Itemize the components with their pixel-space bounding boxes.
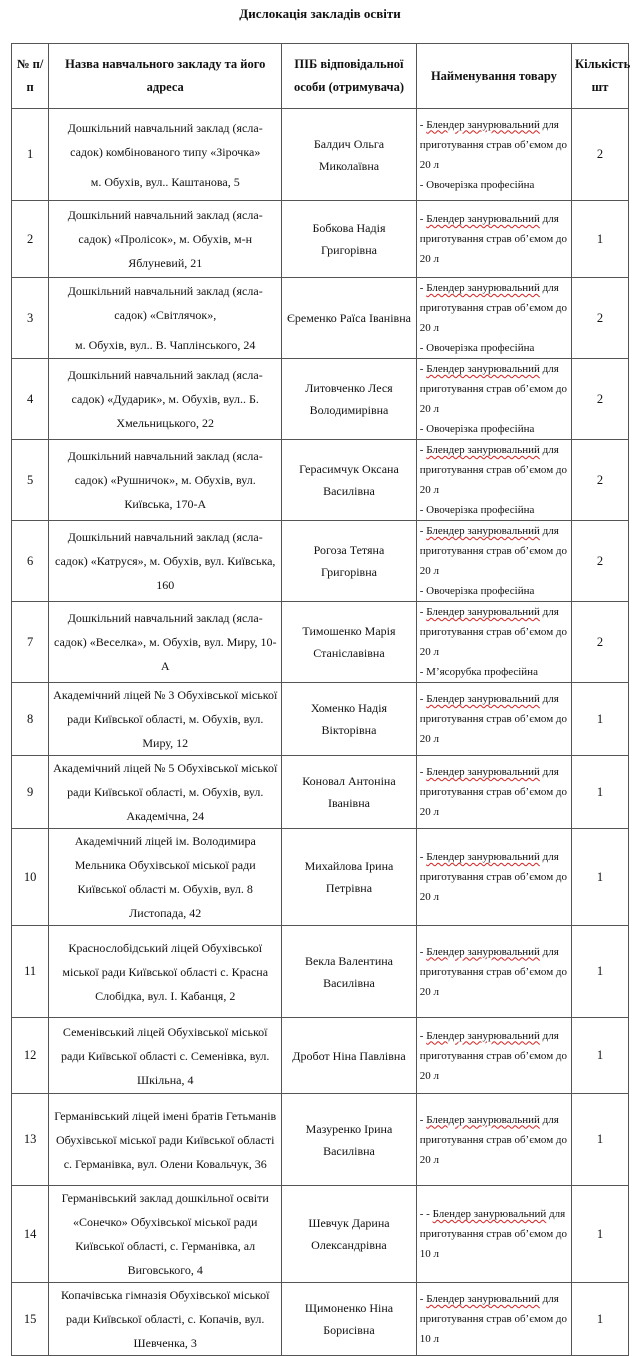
goods-cell (416, 1094, 571, 1186)
institution-cell (49, 109, 282, 201)
institution-cell (49, 1283, 282, 1356)
quantity: 1 (572, 829, 629, 926)
row-number: 2 (12, 201, 49, 278)
quantity: 1 (572, 926, 629, 1018)
spellcheck-mark: Блендер занурювальний (426, 1293, 540, 1305)
table-row (12, 926, 629, 1018)
institution-name: Дошкільний навчальний заклад (ясла-садок) «Рушничок», м. Обухів, вул. Київська, 170-А (67, 449, 263, 511)
spellcheck-mark: Блендер занурювальний (426, 282, 540, 294)
row-number: 15 (12, 1283, 49, 1356)
row-number: 9 (12, 756, 49, 829)
quantity: 2 (572, 440, 629, 521)
institution-cell (49, 278, 282, 359)
table-row (12, 683, 629, 756)
goods-item: - Овочерізка професійна (419, 342, 535, 354)
goods-item: - Овочерізка професійна (419, 504, 535, 516)
institutions-table (11, 43, 629, 1356)
goods-item: - М’ясорубка професійна (419, 666, 538, 678)
institution-cell (49, 521, 282, 602)
row-number: 6 (12, 521, 49, 602)
quantity: 1 (572, 683, 629, 756)
quantity: 1 (572, 1094, 629, 1186)
institution-cell (49, 440, 282, 521)
goods-cell (416, 201, 571, 278)
institution-cell (49, 359, 282, 440)
responsible-person: Векла Валентина Василівна (282, 926, 417, 1018)
row-number: 13 (12, 1094, 49, 1186)
quantity: 1 (572, 1018, 629, 1094)
row-number: 4 (12, 359, 49, 440)
quantity: 1 (572, 1186, 629, 1283)
responsible-person: Шевчук Дарина Олександрівна (282, 1186, 417, 1283)
table-row (12, 1094, 629, 1186)
responsible-person: Щимоненко Ніна Борисівна (282, 1283, 417, 1356)
goods-item: - Блендер занурювальний для приготування страв об’ємом до 20 л (419, 213, 567, 265)
goods-cell (416, 1018, 571, 1094)
table-row (12, 829, 629, 926)
quantity: 2 (572, 521, 629, 602)
institution-cell (49, 683, 282, 756)
goods-cell (416, 109, 571, 201)
responsible-person: Рогоза Тетяна Григорівна (282, 521, 417, 602)
quantity: 1 (572, 1283, 629, 1356)
quantity: 1 (572, 201, 629, 278)
table-row (12, 602, 629, 683)
spellcheck-mark: Блендер занурювальний (426, 1113, 540, 1126)
goods-cell (416, 1186, 571, 1283)
table-row (12, 1283, 629, 1356)
row-number: 8 (12, 683, 49, 756)
responsible-person: Хоменко Надія Вікторівна (282, 683, 417, 756)
goods-item: - Блендер занурювальний для приготування страв об’ємом до 20 л (419, 1029, 567, 1082)
goods-cell (416, 359, 571, 440)
spellcheck-mark: Блендер занурювальний (426, 1029, 540, 1042)
goods-cell (416, 278, 571, 359)
table-row (12, 359, 629, 440)
spellcheck-mark: Блендер занурювальний (426, 118, 540, 131)
goods-item: - Блендер занурювальний для приготування страв об’ємом до 10 л (419, 1293, 567, 1345)
goods-item: - Блендер занурювальний для приготування страв об’ємом до 20 л (419, 693, 567, 745)
spellcheck-mark: Блендер занурювальний (426, 606, 540, 618)
header-person: ПІБ відповідальної особи (отримувача) (282, 44, 417, 109)
spellcheck-mark: Блендер занурювальний (432, 1208, 547, 1220)
quantity: 2 (572, 278, 629, 359)
spellcheck-mark: Блендер занурювальний (426, 693, 540, 705)
spellcheck-mark: Блендер занурювальний (426, 945, 540, 958)
spellcheck-mark: Блендер занурювальний (426, 363, 540, 375)
quantity: 2 (572, 359, 629, 440)
institution-address: м. Обухів, вул.. Каштанова, 5 (90, 174, 240, 189)
responsible-person: Єременко Раїса Іванівна (282, 278, 417, 359)
spellcheck-mark: Блендер занурювальний (426, 851, 540, 863)
goods-item: - Овочерізка професійна (419, 178, 535, 191)
spellcheck-mark: Блендер занурювальний (426, 444, 540, 456)
quantity: 2 (572, 602, 629, 683)
institution-name: Германівський ліцей імені братів Гетьманів Обухівської міської ради Київської області с. Германівка, вул. Олени Ковальчук, 36 (54, 1108, 277, 1171)
row-number: 12 (12, 1018, 49, 1094)
institution-cell (49, 1186, 282, 1283)
responsible-person: Мазуренко Ірина Василівна (282, 1094, 417, 1186)
spellcheck-mark: Блендер занурювальний (426, 213, 540, 225)
institution-name: Академічний ліцей № 5 Обухівської міської ради Київської області, м. Обухів, вул. Академічна, 24 (53, 761, 278, 823)
institution-name: Германівський заклад дошкільної освіти «Сонечко» Обухівської міської ради Київської області, с. Германівка, ал Виговського, 4 (61, 1191, 269, 1277)
goods-item: - Овочерізка професійна (419, 585, 535, 597)
institution-address: м. Обухів, вул.. В. Чаплінського, 24 (75, 338, 256, 352)
goods-item: - Блендер занурювальний для приготування страв об’ємом до 20 л (419, 363, 567, 415)
spellcheck-mark: Блендер занурювальний (426, 525, 540, 537)
institution-name: Дошкільний навчальний заклад (ясла-садок) «Пролісок», м. Обухів, м-н Яблуневий, 21 (67, 208, 263, 270)
goods-item: - - Блендер занурювальний для приготування страв об’ємом до 10 л (419, 1208, 567, 1260)
institution-name: Дошкільний навчальний заклад (ясла-садок) «Катруся», м. Обухів, вул. Київська, 160 (55, 530, 276, 592)
row-number: 14 (12, 1186, 49, 1283)
spellcheck-mark: Блендер занурювальний (426, 766, 540, 778)
row-number: 1 (12, 109, 49, 201)
responsible-person: Герасимчук Оксана Василівна (282, 440, 417, 521)
table-row (12, 278, 629, 359)
institution-name: Семенівський ліцей Обухівської міської ради Київської області с. Семенівка, вул. Шкільна, 4 (61, 1024, 270, 1087)
institution-cell (49, 756, 282, 829)
institution-cell (49, 201, 282, 278)
document-title: Дислокація закладів освіти (239, 6, 401, 21)
row-number: 10 (12, 829, 49, 926)
goods-cell (416, 683, 571, 756)
table-row (12, 521, 629, 602)
goods-item: - Блендер занурювальний для приготування страв об’ємом до 20 л (419, 1113, 567, 1166)
goods-cell (416, 440, 571, 521)
table-row (12, 440, 629, 521)
goods-item: - Блендер занурювальний для приготування страв об’ємом до 20 л (419, 118, 567, 171)
institution-cell (49, 829, 282, 926)
goods-cell (416, 521, 571, 602)
goods-item: - Блендер занурювальний для приготування страв об’ємом до 20 л (419, 766, 567, 818)
row-number: 3 (12, 278, 49, 359)
goods-item: - Блендер занурювальний для приготування страв об’ємом до 20 л (419, 444, 567, 496)
responsible-person: Бобкова Надія Григорівна (282, 201, 417, 278)
institution-name: Дошкільний навчальний заклад (ясла-садок) «Світлячок», (67, 284, 263, 322)
responsible-person: Тимошенко Марія Станіславівна (282, 602, 417, 683)
institution-cell (49, 1018, 282, 1094)
institution-cell (49, 1094, 282, 1186)
institution-name: Копачівська гімназія Обухівської міської ради Київської області, с. Копачів, вул. Шевченка, 3 (60, 1288, 270, 1350)
table-header-row (12, 44, 629, 109)
responsible-person: Коновал Антоніна Іванівна (282, 756, 417, 829)
header-goods: Найменування товару (416, 44, 571, 109)
responsible-person: Литовченко Леся Володимирівна (282, 359, 417, 440)
table-row (12, 109, 629, 201)
header-quantity: Кількість шт (572, 44, 629, 109)
goods-item: - Блендер занурювальний для приготування страв об’ємом до 20 л (419, 945, 567, 998)
header-num: № п/п (12, 44, 49, 109)
institution-name: Дошкільний навчальний заклад (ясла-садок) «Дударик», м. Обухів, вул.. Б. Хмельницького, 22 (67, 368, 263, 430)
institution-cell (49, 926, 282, 1018)
quantity: 1 (572, 756, 629, 829)
quantity: 2 (572, 109, 629, 201)
goods-cell (416, 602, 571, 683)
responsible-person: Михайлова Ірина Петрівна (282, 829, 417, 926)
responsible-person: Дробот Ніна Павлівна (282, 1018, 417, 1094)
table-row (12, 1186, 629, 1283)
goods-item: - Овочерізка професійна (419, 423, 535, 435)
header-institution: Назва навчального закладу та його адреса (49, 44, 282, 109)
institution-name: Академічний ліцей ім. Володимира Мельника Обухівської міської ради Київської області м. Обухів, вул. 8 Листопада, 42 (74, 834, 256, 920)
responsible-person: Балдич Ольга Миколаївна (282, 109, 417, 201)
institution-name: Дошкільний навчальний заклад (ясла-садок) «Веселка», м. Обухів, вул. Миру, 10-А (53, 611, 277, 673)
row-number: 7 (12, 602, 49, 683)
institution-name: Академічний ліцей № 3 Обухівської міської ради Київської області, м. Обухів, вул. Миру, 12 (53, 688, 278, 750)
institution-name: Краснослобідський ліцей Обухівської міської ради Київської області с. Красна Слобідка, вул. І. Кабанця, 2 (62, 940, 269, 1003)
goods-cell (416, 829, 571, 926)
table-row (12, 756, 629, 829)
goods-item: - Блендер занурювальний для приготування страв об’ємом до 20 л (419, 282, 567, 334)
institution-name: Дошкільний навчальний заклад (ясла-садок) комбінованого типу «Зірочка» (67, 120, 263, 159)
goods-cell (416, 926, 571, 1018)
goods-cell (416, 756, 571, 829)
row-number: 11 (12, 926, 49, 1018)
goods-item: - Блендер занурювальний для приготування страв об’ємом до 20 л (419, 851, 567, 903)
institution-cell (49, 602, 282, 683)
row-number: 5 (12, 440, 49, 521)
table-row (12, 1018, 629, 1094)
goods-cell (416, 1283, 571, 1356)
table-row (12, 201, 629, 278)
goods-item: - Блендер занурювальний для приготування страв об’ємом до 20 л (419, 525, 567, 577)
goods-item: - Блендер занурювальний для приготування страв об’ємом до 20 л (419, 606, 567, 658)
